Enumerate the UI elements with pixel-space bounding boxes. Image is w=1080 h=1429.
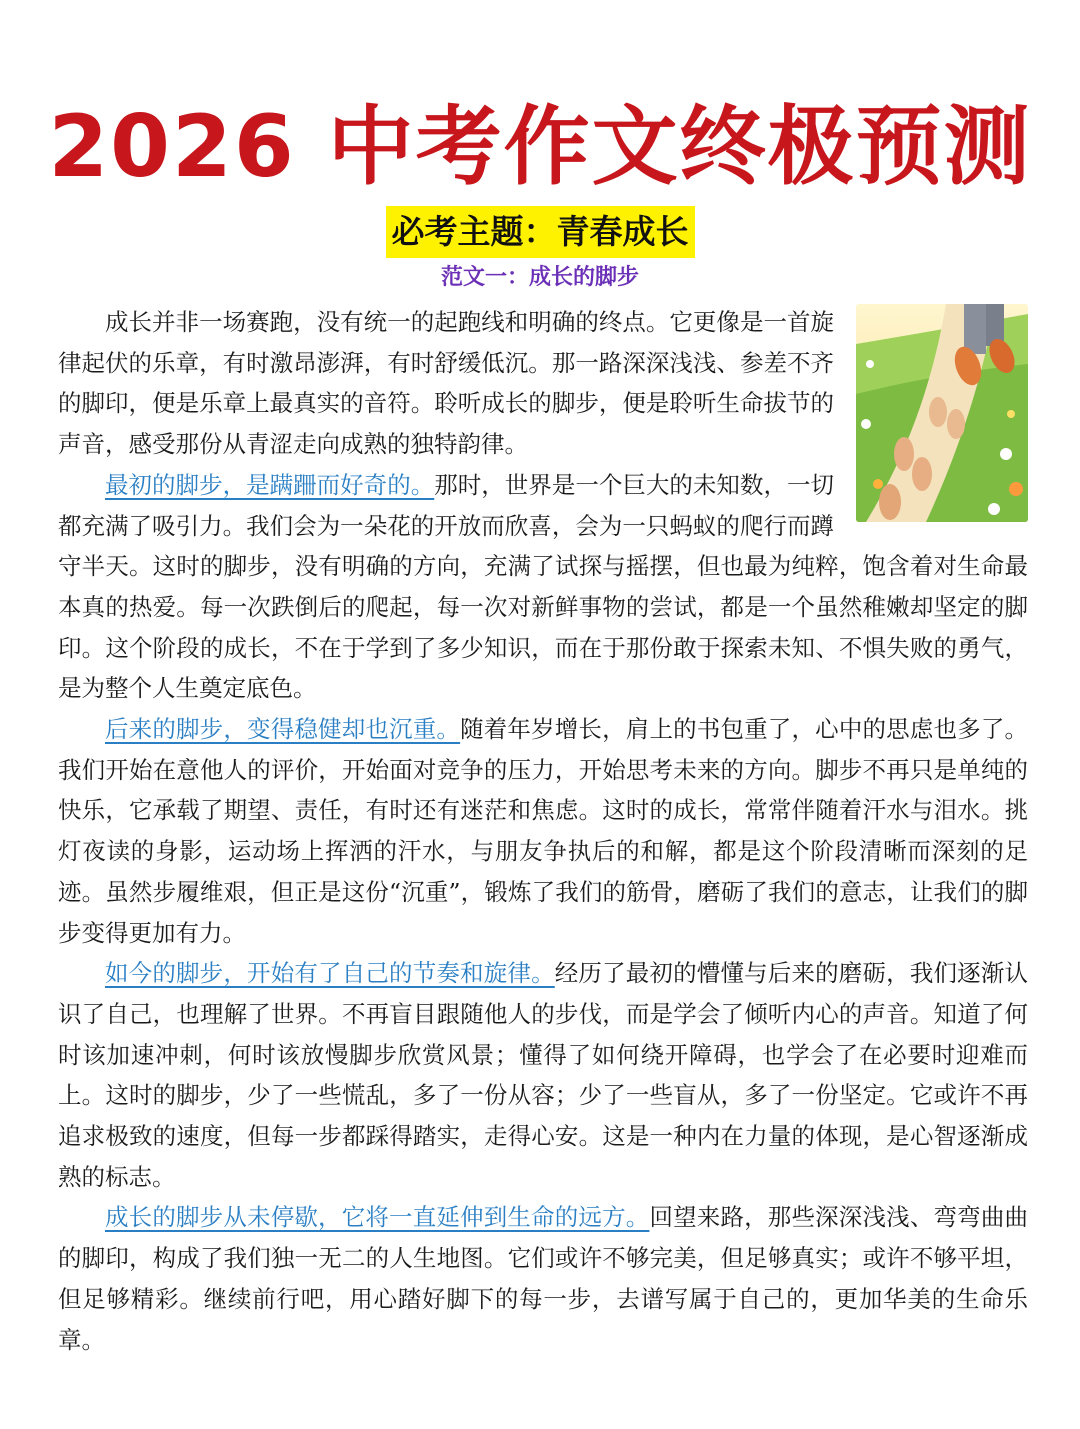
- paragraph-3: [58, 709, 1028, 953]
- paragraph-5-lead: 成长的脚步从未停歇，它将一直延伸到生命的远方。: [105, 1203, 650, 1232]
- essay-body: [58, 302, 1028, 1360]
- paragraph-1-text: 成长并非一场赛跑，没有统一的起跑线和明确的终点。它更像是一首旋律起伏的乐章，有时激昂澎湃，有时舒缓低沉。那一路深深浅浅、参差不齐的脚印，便是乐章上最真实的音符。聆听成长的脚步，便是聆听生命拔节的声音，感受那份从青涩走向成熟的独特韵律。: [58, 308, 834, 459]
- paragraph-5: [58, 1197, 1028, 1360]
- footprints-illustration: [856, 304, 1028, 522]
- essay-title: 范文一：成长的脚步: [440, 265, 639, 290]
- paragraph-1: [58, 302, 1028, 465]
- paragraph-4: [58, 953, 1028, 1197]
- theme-heading: 必考主题：青春成长: [386, 206, 695, 258]
- theme-banner: [0, 206, 1080, 258]
- footprints-image: [856, 304, 1028, 522]
- paragraph-2-lead: 最初的脚步，是蹒跚而好奇的。: [105, 470, 435, 499]
- paragraph-5-text: 回望来路，那些深深浅浅、弯弯曲曲的脚印，构成了我们独一无二的人生地图。它们或许不够完美，但足够真实；或许不够平坦，但足够精彩。继续前行吧，用心踏好脚下的每一步，去谱写属于自己的，更加华美的生命乐章。: [58, 1203, 1029, 1354]
- paragraph-4-lead: 如今的脚步，开始有了自己的节奏和旋律。: [105, 959, 555, 988]
- paragraph-3-text: 随着年岁增长，肩上的书包重了，心中的思虑也多了。我们开始在意他人的评价，开始面对竞争的压力，开始思考未来的方向。脚步不再只是单纯的快乐，它承载了期望、责任，有时还有迷茫和焦虑。这时的成长，常常伴随着汗水与泪水。挑灯夜读的身影，运动场上挥洒的汗水，与朋友争执后的和解，都是这个阶段清晰而深刻的足迹。虽然步履维艰，但正是这份“沉重”，锻炼了我们的筋骨，磨砺了我们的意志，让我们的脚步变得更加有力。: [58, 715, 1029, 947]
- paragraph-4-text: 经历了最初的懵懂与后来的磨砺，我们逐渐认识了自己，也理解了世界。不再盲目跟随他人的步伐，而是学会了倾听内心的声音。知道了何时该加速冲刺，何时该放慢脚步欣赏风景；懂得了如何绕开障碍，也学会了在必要时迎难而上。这时的脚步，少了一些慌乱，多了一份从容；少了一些盲从，多了一份坚定。它或许不再追求极致的速度，但每一步都踩得踏实，走得心安。这是一种内在力量的体现，是心智逐渐成熟的标志。: [58, 959, 1028, 1191]
- paragraph-3-lead: 后来的脚步，变得稳健却也沉重。: [105, 715, 461, 744]
- paragraph-2-text: 那时，世界是一个巨大的未知数，一切都充满了吸引力。我们会为一朵花的开放而欣喜，会为一只蚂蚁的爬行而蹲守半天。这时的脚步，没有明确的方向，充满了试探与摇摆，但也最为纯粹，饱含着对生命最本真的热爱。每一次跌倒后的爬起，每一次对新鲜事物的尝试，都是一个虽然稚嫩却坚定的脚印。这个阶段的成长，不在于学到了多少知识，而在于那份敢于探索未知、不惧失败的勇气，是为整个人生奠定底色。: [58, 470, 1028, 703]
- page-title: 2026 中考作文终极预测: [48, 97, 1032, 197]
